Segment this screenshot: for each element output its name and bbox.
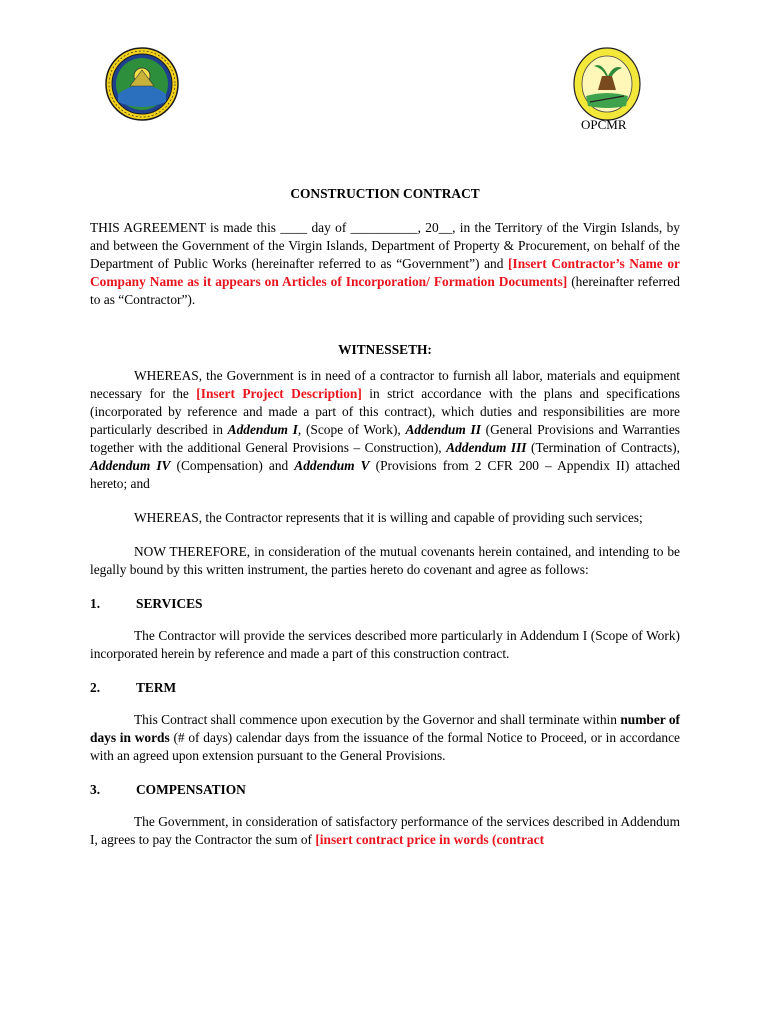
intro-text-1: THIS AGREEMENT is made this ____ day of __________, 20__, in the Territory of the Virgin Islands, by and between the Government of the Virgin Islands, Department of Property & Procurement, on behalf of the Department of Public Works (hereinafter referred to as “Government”) and — [90, 220, 680, 271]
section-title: COMPENSATION — [136, 782, 246, 797]
section-title: SERVICES — [136, 596, 203, 611]
addendum-2: Addendum II — [405, 422, 481, 437]
whereas-paragraph-1 — [90, 367, 680, 493]
government-seal-icon — [104, 46, 180, 122]
whereas1-text-b: in strict accordance with the plans and specifications (incorporated by reference and made a part of this contract), which duties and responsibilities are more particularly described in — [90, 386, 680, 437]
office-code: OPCMR — [581, 117, 627, 132]
contractor-name-placeholder: [Insert Contractor’s Name or Company Name as it appears on Articles of Incorporation/ Formation Documents] — [90, 256, 680, 289]
whereas1-text-e: (Termination of Contracts), — [526, 440, 680, 455]
project-description-placeholder: [Insert Project Description] — [196, 386, 362, 401]
section-2-heading — [90, 679, 680, 697]
addendum-1: Addendum I — [227, 422, 298, 437]
section-number: 2. — [90, 680, 101, 695]
section-1-heading — [90, 595, 680, 613]
section-number: 1. — [90, 596, 101, 611]
section-3-text — [90, 813, 680, 849]
section-number: 3. — [90, 782, 101, 797]
section-3-heading — [90, 781, 680, 799]
addendum-4: Addendum IV — [90, 458, 171, 473]
whereas-paragraph-2: WHEREAS, the Contractor represents that it is willing and capable of providing such services; — [134, 510, 643, 525]
term-days-placeholder: number of days in words — [90, 712, 680, 745]
whereas1-text-f: (Compensation) and — [170, 458, 295, 473]
intro-text-2: (hereinafter referred to as “Contractor”). — [90, 274, 681, 307]
whereas1-text-c: , (Scope of Work), — [297, 422, 406, 437]
section-2-text — [90, 711, 680, 765]
term-text-b: (# of days) calendar days from the issuance of the formal Notice to Proceed, or in accordance with an agreed upon extension pursuant to the General Provisions. — [90, 730, 680, 763]
witnesseth-heading: WITNESSETH: — [338, 342, 432, 357]
now-therefore-paragraph: NOW THEREFORE, in consideration of the mutual covenants herein contained, and intending to be legally bound by this written instrument, the parties hereto do covenant and agree as follows: — [90, 544, 680, 577]
department-seal-icon — [572, 46, 642, 122]
page-title: CONSTRUCTION CONTRACT — [290, 186, 480, 201]
term-text-a: This Contract shall commence upon execution by the Governor and shall terminate within — [134, 712, 621, 727]
whereas1-text-a: WHEREAS, the Government is in need of a contractor to furnish all labor, materials and equipment necessary for the — [90, 368, 680, 401]
whereas1-text-g: (Provisions from 2 CFR 200 – Appendix II) attached hereto; and — [90, 458, 680, 491]
addendum-3: Addendum III — [446, 440, 527, 455]
contract-price-placeholder: [insert contract price in words (contract — [315, 832, 545, 847]
compensation-text-a: The Government, in consideration of satisfactory performance of the services described in Addendum I, agrees to pay the Contractor the sum of — [90, 814, 680, 847]
intro-paragraph — [90, 219, 680, 309]
whereas1-text-d: (General Provisions and Warranties together with the additional General Provisions – Construction), — [90, 422, 680, 455]
contract-body — [90, 185, 680, 849]
section-title: TERM — [136, 680, 177, 695]
section-1-text: The Contractor will provide the services described more particularly in Addendum I (Scope of Work) incorporated herein by reference and made a part of this construction contract. — [90, 628, 680, 661]
addendum-5: Addendum V — [294, 458, 370, 473]
